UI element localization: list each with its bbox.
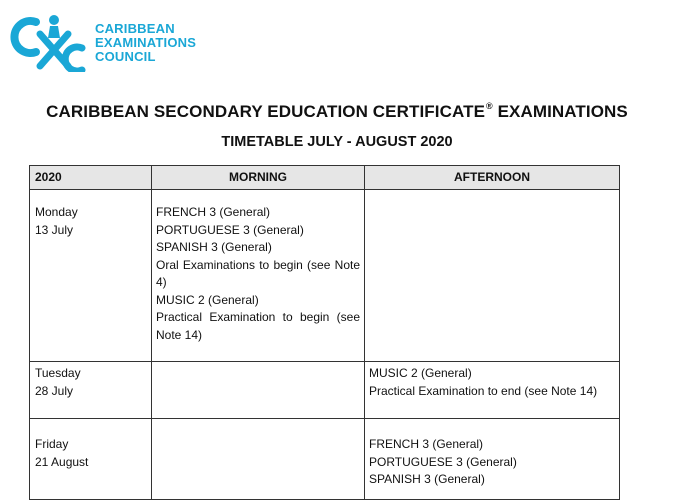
table-row: [30, 190, 620, 362]
exam-note: Oral Examinations to begin (see Note 4): [156, 257, 360, 289]
column-header-year: 2020: [30, 166, 152, 190]
day-name: Friday: [35, 437, 69, 451]
document-title: [0, 101, 674, 122]
exam-entry: SPANISH 3 (General): [156, 240, 272, 254]
table-row: [30, 419, 620, 500]
exam-entry: FRENCH 3 (General): [156, 205, 271, 219]
date-cell: [30, 190, 152, 362]
morning-cell: [152, 362, 365, 419]
morning-cell: [152, 190, 365, 362]
exam-entry: PORTUGUESE 3 (General): [369, 454, 517, 469]
day-date: 21 August: [35, 454, 89, 469]
exam-entry: MUSIC 2 (General): [156, 292, 259, 307]
org-line-1: CARIBBEAN: [95, 21, 175, 36]
organization-name: [95, 22, 196, 64]
afternoon-cell: [365, 362, 620, 419]
afternoon-cell: [365, 190, 620, 362]
table-header-row: [30, 166, 620, 190]
day-date: 28 July: [35, 383, 74, 398]
exam-entry: SPANISH 3 (General): [369, 472, 485, 486]
exam-note: Practical Examination to end (see Note 14): [369, 383, 598, 398]
date-cell: [30, 419, 152, 500]
exam-entry: PORTUGUESE 3 (General): [156, 222, 304, 237]
org-line-3: COUNCIL: [95, 49, 156, 64]
morning-cell: [152, 419, 365, 500]
exam-entry: FRENCH 3 (General): [369, 437, 484, 451]
exam-entry: MUSIC 2 (General): [369, 366, 472, 380]
day-name: Monday: [35, 205, 78, 219]
title-text: CARIBBEAN SECONDARY EDUCATION CERTIFICATE: [46, 102, 486, 121]
registered-mark: ®: [486, 101, 493, 111]
afternoon-cell: [365, 419, 620, 500]
timetable: [29, 165, 620, 500]
org-line-2: EXAMINATIONS: [95, 35, 197, 50]
day-date: 13 July: [35, 222, 74, 237]
day-name: Tuesday: [35, 366, 81, 380]
date-cell: [30, 362, 152, 419]
column-header-morning: MORNING: [152, 166, 365, 190]
exam-note: Practical Examination to begin (see Note 14): [156, 310, 360, 342]
title-suffix: EXAMINATIONS: [497, 102, 628, 121]
column-header-afternoon: AFTERNOON: [365, 166, 620, 190]
cxc-logo: [10, 12, 86, 72]
document-subtitle: TIMETABLE JULY - AUGUST 2020: [221, 134, 453, 150]
table-row: [30, 362, 620, 419]
